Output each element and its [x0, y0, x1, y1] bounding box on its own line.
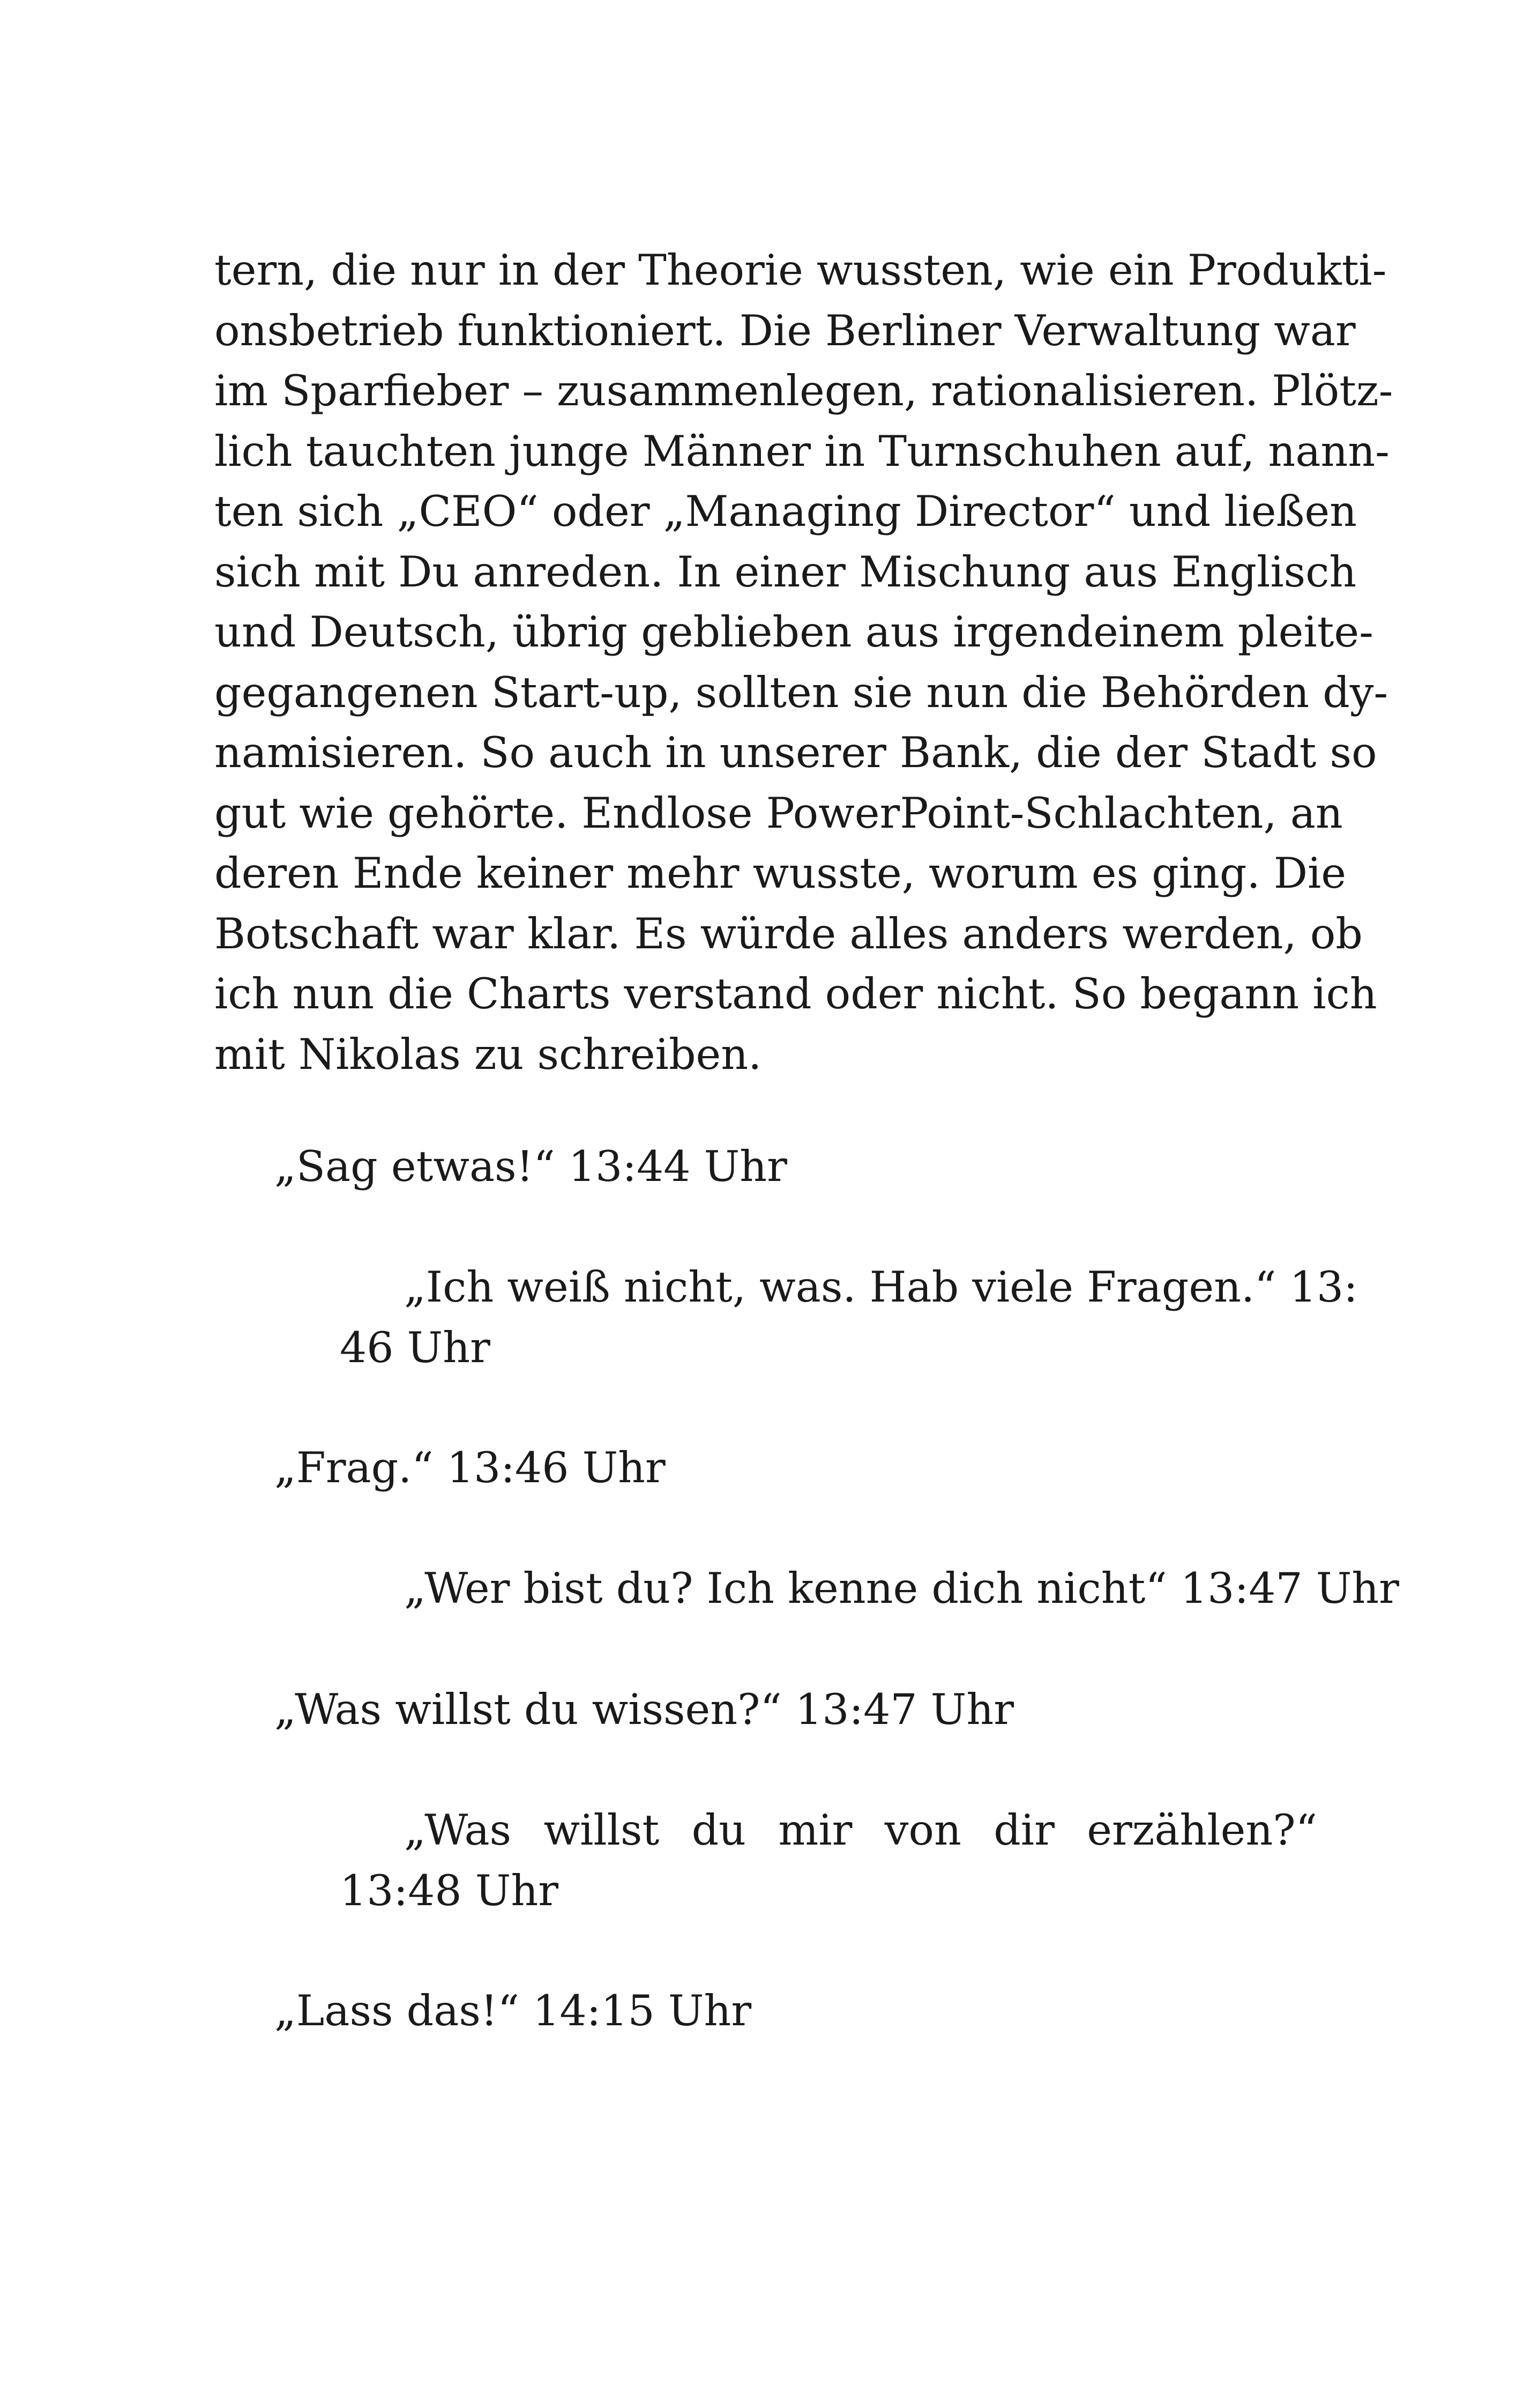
- message-text-continued: 46 Uhr: [340, 1322, 490, 1372]
- paragraph-line: mit Nikolas zu schreiben.: [214, 1029, 762, 1079]
- message-text: „Sag etwas!“ 13:44 Uhr: [274, 1142, 787, 1191]
- paragraph-line: und Deutsch, übrig geblieben aus irgendeinem pleite-: [214, 607, 1373, 657]
- paragraph-line: im Sparfieber – zusammenlegen, rationalisieren. Plötz-: [214, 366, 1393, 415]
- paragraph-line: sich mit Du anreden. In einer Mischung aus Englisch: [214, 547, 1357, 597]
- message-sent: [274, 1679, 1014, 1740]
- paragraph-line: Botschaft war klar. Es würde alles anders werden, ob: [214, 909, 1363, 958]
- paragraph-line: ten sich „CEO“ oder „Managing Director“ und ließen: [214, 487, 1357, 536]
- message-sent: [274, 1136, 787, 1197]
- message-text: „Wer bist du? Ich kenne dich nicht“ 13:47 Uhr: [404, 1564, 1399, 1613]
- message-text: „Was willst du mir von dir erzählen?“: [404, 1805, 1317, 1855]
- message-text: „Lass das!“ 14:15 Uhr: [274, 1986, 752, 2035]
- paragraph-line: namisieren. So auch in unserer Bank, die der Stadt so: [214, 728, 1377, 777]
- message-text-continued: 13:48 Uhr: [340, 1866, 558, 1915]
- paragraph-line: gut wie gehörte. Endlose PowerPoint-Schlachten, an: [214, 788, 1343, 838]
- paragraph-line: onsbetrieb funktioniert. Die Berliner Verwaltung war: [214, 306, 1356, 355]
- paragraph-line: gegangenen Start-up, sollten sie nun die Behörden dy-: [214, 667, 1388, 717]
- message-text: „Ich weiß nicht, was. Hab viele Fragen.“ 13:: [404, 1262, 1358, 1312]
- message-sent: [274, 1438, 666, 1498]
- message-received: [340, 1800, 1317, 1921]
- body-paragraph: [214, 240, 1393, 1084]
- message-sent: [274, 1981, 751, 2041]
- message-received: [340, 1257, 1358, 1378]
- paragraph-line: lich tauchten junge Männer in Turnschuhen auf, nann-: [214, 426, 1390, 476]
- paragraph-line: ich nun die Charts verstand oder nicht. So begann ich: [214, 969, 1377, 1019]
- paragraph-line: tern, die nur in der Theorie wussten, wie ein Produkti-: [214, 246, 1387, 295]
- message-text: „Frag.“ 13:46 Uhr: [274, 1443, 666, 1492]
- message-received: [340, 1558, 1399, 1619]
- paragraph-line: deren Ende keiner mehr wusste, worum es ging. Die: [214, 849, 1347, 898]
- message-text: „Was willst du wissen?“ 13:47 Uhr: [274, 1685, 1014, 1734]
